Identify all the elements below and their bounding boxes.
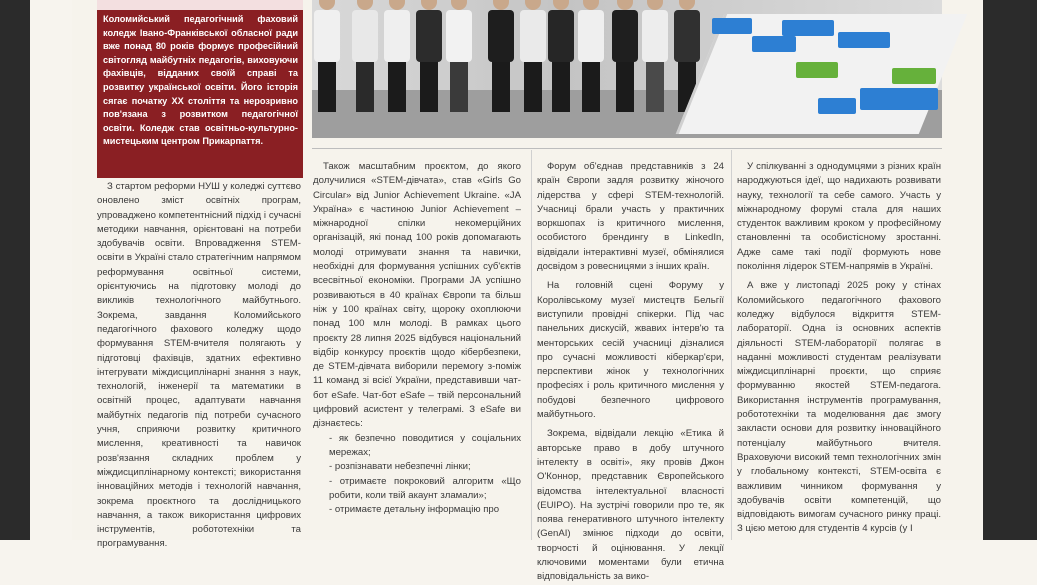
photo-person <box>416 0 442 112</box>
paragraph: На головній сцені Форуму у Королівському музеї мистецтв Бельгії виступили провідні спікерки. Під час панельних дискусій, жвавих інтерв'ю та менторських сесій учасниці дізналися про сучасні можливості кіберкар'єри, перспективи жінок у технологічних професіях і роль критичного мислення у побудові безпечного цифрового майбутнього. <box>537 280 724 421</box>
paragraph: У спілкуванні з однодумцями з різних країн народжуються ідеї, що надихають розвивати науку, технології та себе самого. Участь у міжнародному форумі стала для наших студенток важливим кроком у професійному становленні та особистісному зростанні. Адже саме такі події формують нове покоління лідерок STEM-напрямів в Україні. <box>737 161 941 273</box>
photo-person <box>488 0 514 112</box>
column-divider <box>531 150 532 540</box>
photo-robot-kit <box>818 98 856 114</box>
photo-person <box>548 0 574 112</box>
background-left <box>0 0 30 540</box>
photo-person <box>352 0 378 112</box>
paragraph: Форум об'єднав представників з 24 країн Європи задля розвитку жіночого лідерства у сфері STEM-технологій. Учасниці брали участь у практичних воркшопах із критичного мислення, особистого брендингу в LinkedIn, відвідали інтерактивні музеї, обмінялися досвідом з ровесницями з інших країн. <box>537 161 724 273</box>
list-item: - як безпечно поводитися у соціальних мережах; <box>329 432 521 458</box>
photo-robot-kit <box>838 32 890 48</box>
column-divider <box>731 150 732 540</box>
photo-bottom-rule <box>312 148 942 149</box>
list-item: - розпізнавати небезпечні лінки; <box>329 461 471 473</box>
photo-robot-kit <box>892 68 936 84</box>
list-item: - отримаєте покроковий алгоритм «Що робити, коли твій акаунт зламали»; <box>329 475 521 501</box>
photo-person <box>446 0 472 112</box>
photo-person <box>384 0 410 112</box>
background-right <box>983 0 1037 540</box>
article-column-4 <box>737 160 941 540</box>
photo-person <box>578 0 604 112</box>
photo-person <box>612 0 638 112</box>
paragraph: Також масштабним проєктом, до якого долучилися «STEM-дівчата», став «Girls Go Circular» від Junior Achievement Ukraine. «JA Україна» є частиною Junior Achievement – міжнародної спілки некомерційних організацій, які понад 100 років допомагають молоді отримувати знання та навички, необхідні для формування успішних суб'єктів всесвітньої економіки. Програми JA успішно розвиваються в 40 країнах Європи та більш ніж у 100 країнах світу, щороку охоплюючи понад 100 млн молоді. В рамках цього проєкту 28 липня 2025 відбувся національний відбір конкурсу проєктів щодо кібербезпеки, де STEM-дівчата виборили перемогу з-поміж 11 команд зі всієї України, представивши чат-бот eSafe. Чат-бот eSafe – твій персональний цифровий асистент у телеграмі. З eSafe ви дізнаєтесь: <box>313 161 521 430</box>
photo-robot-kit <box>860 88 938 110</box>
article-column-2 <box>313 160 521 540</box>
article-column-1 <box>97 180 301 550</box>
intro-top-band <box>97 0 303 10</box>
list-item: - отримаєте детальну інформацію про <box>329 504 500 516</box>
paragraph: Зокрема, відвідали лекцію «Етика й авторське право в добу штучного інтелекту в освіті», яку провів Джон О'Коннор, представник Європейського відомства інтелектуальної власності (EUIPO). На зустрічі говорили про те, як поява генеративного штучного інтелекту (GenAI) змінює підходи до освіти, творчості й оцінювання. У лекції ключовими моментами були етична відповідальність за вико- <box>537 428 724 583</box>
photo-robot-kit <box>712 18 752 34</box>
photo-person <box>642 0 668 112</box>
paragraph: З стартом реформи НУШ у коледжі суттєво оновлено зміст освітніх програм, упроваджено компетентнісний підхід і сучасні методики навчання, орієнтовані на потреби здобувачів освіти. Впровадження STEM-освіти в Україні стало стратегічним напрямом реформування освітньої системи, орієнтуючись на підготовку молоді до викликів технологічного майбутнього. Зокрема, завдання Коломийського педагогічного фахового коледжу щодо формування STEM-вчителя полягають у підготовці фахівців, здатних ефективно інтегрувати міждисциплінарні знання з наук, технологій, інженерії та математики в освітній процес, адаптувати навчання майбутніх педагогів під потреби сучасного учня, сприяючи розвитку критичного мислення, креативності та навичок розв'язання складних проблем у міждисциплінарному контексті; використання інноваційних методів і технологій навчання, зокрема проєктного та дослідницького навчання, а також використання цифрових інструментів, робототехніки та програмування. <box>97 181 301 550</box>
photo-person <box>520 0 546 112</box>
article-column-3 <box>537 160 724 583</box>
photo-robot-kit <box>752 36 796 52</box>
photo-robot-kit <box>782 20 834 36</box>
photo-robot-kit <box>796 62 838 78</box>
intro-box <box>97 0 303 178</box>
intro-text: Коломийський педагогічний фаховий коледж Івано-Франківської обласної ради вже понад 80 років формує професійний світогляд майбутніх педагогів, виховуючи фахівців, відданих своїй справі та розвитку української освіти. Його історія сягає початку ХХ століття та нерозривно пов'язана з розвитком педагогічної освіти. Коледж став освітньо-культурно-мистецьким центром Прикарпаття. <box>103 14 298 147</box>
photo-person <box>314 0 340 112</box>
article-photo <box>312 0 942 138</box>
paragraph: А вже у листопаді 2025 року у стінах Коломийського педагогічного фахового коледжу відбулося відкриття STEM-лабораторії. Одна із основних аспектів діяльності STEM-лабораторії полягає в наданні можливості студентам реалізувати міждисциплінарні проєкти, що сприяє формуванню якостей STEM-педагога. Використання інструментів програмування, робототехніки та моделювання дає змогу закласти основи для розвитку інноваційного потенціалу майбутнього вчителя. Враховуючи високий темп технологічних змін у глобальному контексті, STEM-освіта є важливим чинником формування у здобувачів освіти компетенцій, що відповідають вимогам сучасного ринку праці. З цією метою для студентів 4 курсів (у І <box>737 280 941 535</box>
